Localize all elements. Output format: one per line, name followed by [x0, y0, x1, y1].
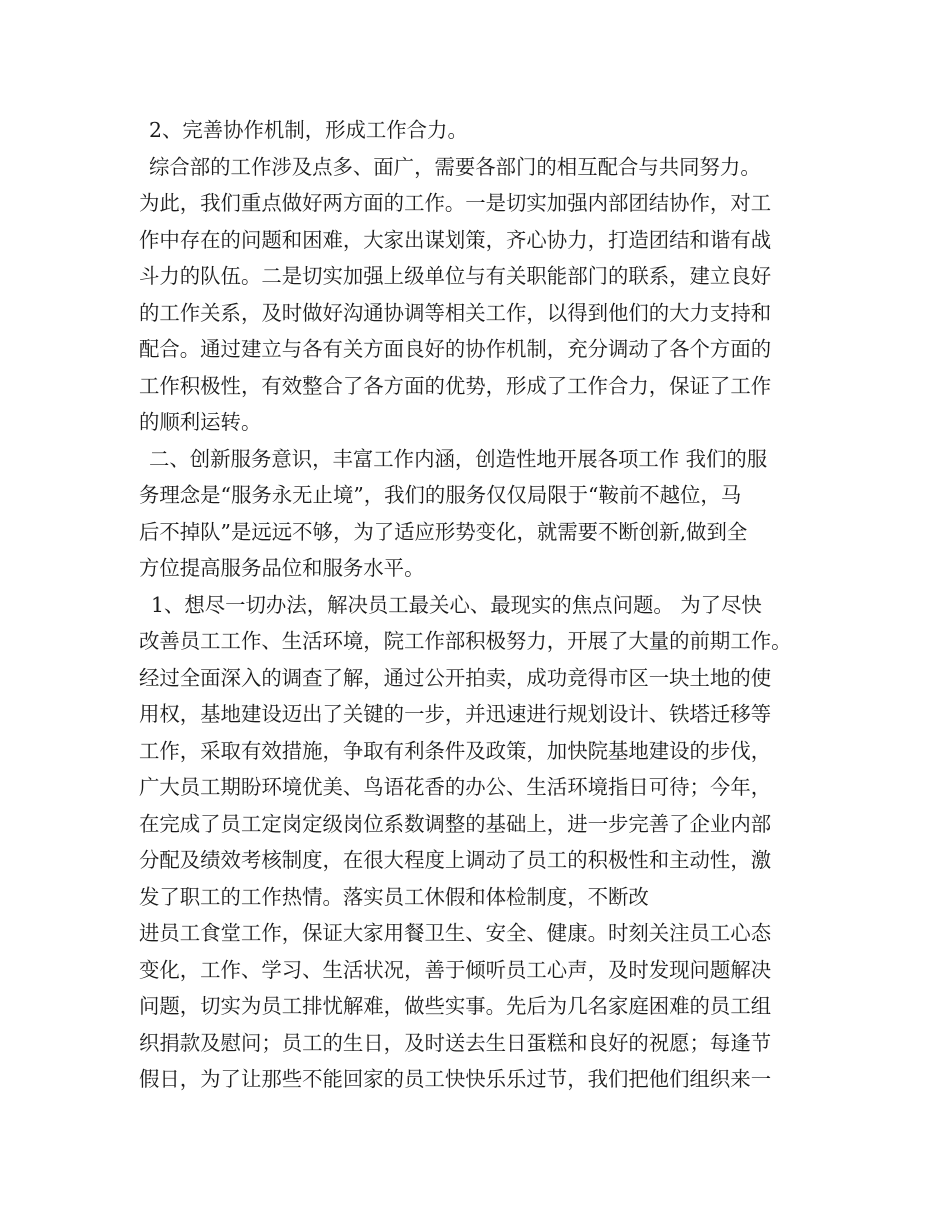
paragraph-line: 综合部的工作涉及点多、面广，需要各部门的相互配合与共同努力。: [149, 154, 761, 179]
paragraph-line: 问题，切实为员工排忧解难，做些实事。先后为几名家庭困难的员工组: [139, 994, 772, 1018]
document-body: [139, 112, 829, 1098]
paragraph-line: 用权，基地建设迈出了关键的一步，并迅速进行规划设计、铁塔迁移等: [139, 702, 772, 726]
paragraph-line: 为此，我们重点做好两方面的工作。一是切实加强内部团结协作，对工: [139, 191, 772, 215]
paragraph-line: 斗力的队伍。二是切实加强上级单位与有关职能部门的联系，建立良好: [139, 264, 772, 288]
section-heading-cooperation: 2、完善协作机制，形成工作合力。: [149, 118, 468, 142]
paragraph-line: 广大员工期盼环境优美、鸟语花香的办公、生活环境指日可待；今年，: [139, 775, 772, 799]
paragraph-line: 在完成了员工定岗定级岗位系数调整的基础上，进一步完善了企业内部: [139, 811, 772, 836]
paragraph-line: 配合。通过建立与各有关方面良好的协作机制，充分调动了各个方面的: [139, 337, 772, 361]
paragraph-line: 经过全面深入的调查了解，通过公开拍卖，成功竞得市区一块土地的使: [139, 665, 772, 690]
paragraph-line: 织捐款及慰问；员工的生日，及时送去生日蛋糕和良好的祝愿；每逢节: [139, 1030, 772, 1055]
paragraph-line: 作中存在的问题和困难，大家出谋划策，齐心协力，打造团结和谐有战: [139, 227, 772, 252]
paragraph-line: 工作，采取有效措施，争取有利条件及政策，加快院基地建设的步伐，: [139, 738, 772, 763]
paragraph-line: 方位提高服务品位和服务水平。: [139, 556, 425, 580]
paragraph-line: 的工作关系，及时做好沟通协调等相关工作，以得到他们的大力支持和: [139, 300, 772, 325]
paragraph-line: 的顺利运转。: [139, 410, 262, 434]
paragraph-line: 进员工食堂工作，保证大家用餐卫生、安全、健康。时刻关注员工心态: [139, 921, 772, 945]
section-heading-innovation: 二、创新服务意识，丰富工作内涵，创造性地开展各项工作 我们的服: [149, 446, 768, 471]
paragraph-line: 后不掉队”是远远不够，为了适应形势变化，就需要不断创新,做到全: [139, 519, 748, 544]
paragraph-line: 工作积极性，有效整合了各方面的优势，形成了工作合力，保证了工作: [139, 373, 772, 398]
paragraph-line: 发了职工的工作热情。落实员工休假和体检制度，不断改: [139, 884, 649, 909]
paragraph-line: 假日，为了让那些不能回家的员工快快乐乐过节，我们把他们组织来一: [139, 1067, 772, 1091]
section-heading-employee-issues: 1、想尽一切办法，解决员工最关心、最现实的焦点问题。 为了尽快: [151, 592, 762, 617]
paragraph-line: 分配及绩效考核制度，在很大程度上调动了员工的积极性和主动性，激: [139, 848, 772, 872]
paragraph-line: 改善员工工作、生活环境，院工作部积极努力，开展了大量的前期工作。: [139, 629, 792, 653]
paragraph-line: 务理念是“服务永无止境”，我们的服务仅仅局限于“鞍前不越位，马: [139, 483, 742, 507]
paragraph-line: 变化，工作、学习、生活状况，善于倾听员工心声，及时发现问题解决: [139, 957, 772, 982]
